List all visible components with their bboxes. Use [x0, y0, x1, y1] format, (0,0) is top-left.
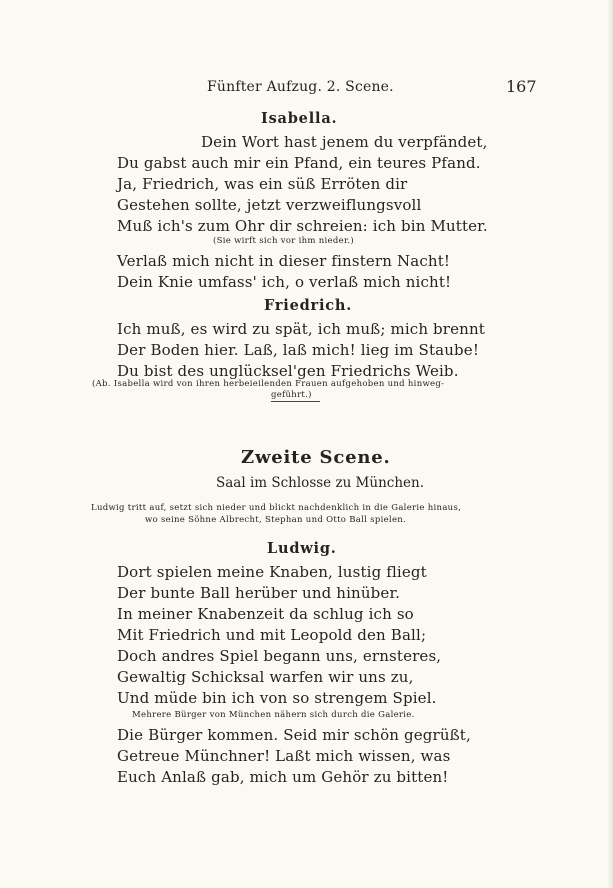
- verse-line: Gewaltig Schicksal warfen wir uns zu,: [117, 668, 414, 686]
- verse-line: Ja, Friedrich, was ein süß Erröten dir: [117, 175, 408, 193]
- scene-location: Saal im Schlosse zu München.: [216, 475, 424, 491]
- speaker-isabella: Isabella.: [261, 110, 338, 127]
- verse-line: Dein Knie umfass' ich, o verlaß mich nicht!: [117, 273, 452, 291]
- verse-line: Du bist des unglücksel'gen Friedrichs Weib.: [117, 362, 459, 380]
- verse-line: Du gabst auch mir ein Pfand, ein teures Pfand.: [117, 154, 481, 172]
- verse-line: Ich muß, es wird zu spät, ich muß; mich brennt: [117, 320, 485, 338]
- verse-line: Der bunte Ball herüber und hinüber.: [117, 584, 401, 602]
- verse-line: In meiner Knabenzeit da schlug ich so: [117, 605, 414, 623]
- verse-line: Gestehen sollte, jetzt verzweiflungsvoll: [117, 196, 422, 214]
- page-edge-shadow: [607, 0, 613, 888]
- stage-direction: geführt.): [271, 390, 312, 400]
- verse-line: Muß ich's zum Ohr dir schreien: ich bin Mutter.: [117, 217, 488, 235]
- running-header: Fünfter Aufzug. 2. Scene.: [207, 79, 394, 95]
- verse-line: Euch Anlaß gab, mich um Gehör zu bitten!: [117, 768, 449, 786]
- speaker-friedrich: Friedrich.: [264, 297, 353, 314]
- verse-line: Dort spielen meine Knaben, lustig fliegt: [117, 563, 427, 581]
- verse-line: Mit Friedrich und mit Leopold den Ball;: [117, 626, 427, 644]
- verse-line: Getreue Münchner! Laßt mich wissen, was: [117, 747, 451, 765]
- verse-line: Doch andres Spiel begann uns, ernsteres,: [117, 647, 442, 665]
- verse-line: Verlaß mich nicht in dieser finstern Nacht!: [117, 252, 451, 270]
- speaker-ludwig: Ludwig.: [267, 540, 337, 557]
- stage-direction: Mehrere Bürger von München nähern sich durch die Galerie.: [132, 710, 415, 720]
- stage-direction: Ludwig tritt auf, setzt sich nieder und blickt nachdenklich in die Galerie hinaus,: [91, 503, 462, 513]
- verse-line: Dein Wort hast jenem du verpfändet,: [201, 133, 488, 151]
- verse-line: Die Bürger kommen. Seid mir schön gegrüßt,: [117, 726, 471, 744]
- page-number: 167: [506, 77, 537, 96]
- stage-direction: (Ab. Isabella wird von ihren herbeieilenden Frauen aufgehoben und hinweg-: [92, 379, 445, 389]
- stage-direction: wo seine Söhne Albrecht, Stephan und Otto Ball spielen.: [145, 515, 407, 525]
- scene-divider: [271, 401, 320, 402]
- scene-title: Zweite Scene.: [241, 447, 391, 468]
- verse-line: Und müde bin ich von so strengem Spiel.: [117, 689, 437, 707]
- verse-line: Der Boden hier. Laß, laß mich! lieg im Staube!: [117, 341, 480, 359]
- stage-direction: (Sie wirft sich vor ihm nieder.): [213, 236, 355, 246]
